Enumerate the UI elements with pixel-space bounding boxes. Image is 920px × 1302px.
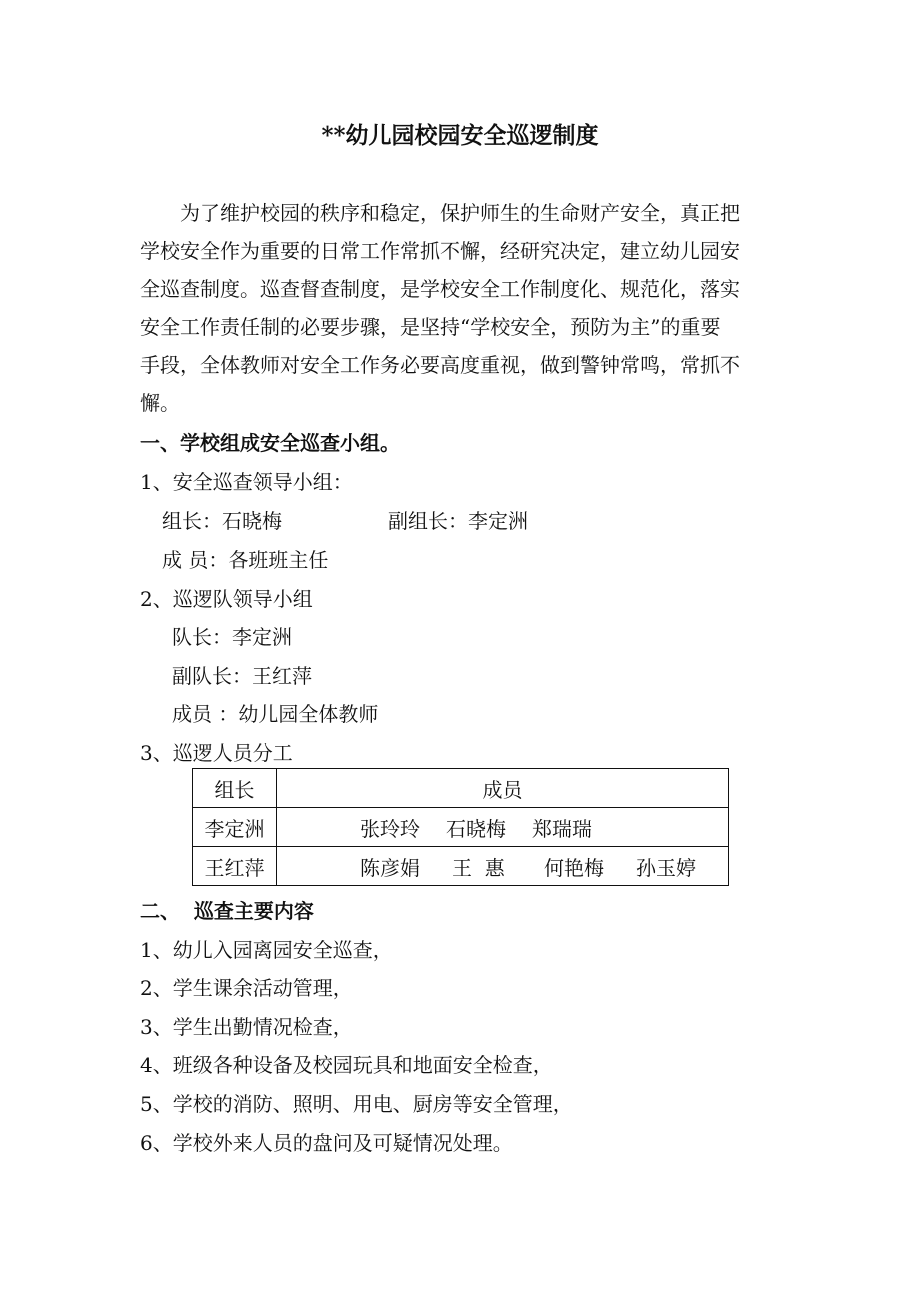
- list-item: 4、班级各种设备及校园玩具和地面安全检查，: [140, 1053, 553, 1077]
- team-members-line: 成员 ：幼儿园全体教师: [172, 702, 379, 726]
- table-cell-members: [277, 847, 729, 886]
- list-item: 5、学校的消防、照明、用电、厨房等安全管理，: [140, 1092, 573, 1116]
- member-name: 石晓梅: [446, 816, 506, 841]
- table-header-row: [193, 769, 729, 808]
- captain-line: 队长：李定洲: [172, 625, 292, 649]
- table-cell-leader: 李定洲: [193, 808, 277, 847]
- leader-line: 组长：石晓梅: [162, 509, 282, 533]
- table-header: 成员: [277, 769, 729, 808]
- intro-line: 懈。: [140, 391, 180, 415]
- intro-line: 为了维护校园的秩序和稳定，保护师生的生命财产安全，真正把: [180, 201, 740, 225]
- member-name: 张玲玲: [360, 816, 420, 841]
- vice-captain-line: 副队长：王红萍: [172, 664, 312, 688]
- member-name: 王 惠: [452, 855, 505, 880]
- table-cell-leader: 王红萍: [193, 847, 277, 886]
- table-row: [193, 808, 729, 847]
- deputy-leader-line: 副组长：李定洲: [388, 509, 528, 533]
- list-item: 3、学生出勤情况检查，: [140, 1015, 353, 1039]
- intro-line: 全巡查制度。巡查督查制度，是学校安全工作制度化、规范化，落实: [140, 277, 740, 301]
- list-item: 3、巡逻人员分工: [140, 741, 293, 765]
- member-name: 郑瑞瑞: [532, 816, 592, 841]
- list-item: 2、巡逻队领导小组: [140, 587, 313, 611]
- table-row: [193, 847, 729, 886]
- member-name: 孙玉婷: [636, 855, 696, 880]
- intro-line: 安全工作责任制的必要步骤，是坚持“学校安全，预防为主”的重要: [140, 315, 721, 339]
- section-heading: 一、学校组成安全巡查小组。: [140, 431, 400, 455]
- page-title: **幼儿园校园安全巡逻制度: [321, 122, 599, 149]
- list-item: 1、安全巡查领导小组：: [140, 470, 353, 494]
- table-header: 组长: [193, 769, 277, 808]
- member-name: 何艳梅: [544, 855, 604, 880]
- list-item: 1、幼儿入园离园安全巡查，: [140, 938, 393, 962]
- intro-line: 手段，全体教师对安全工作务必要高度重视，做到警钟常鸣，常抓不: [140, 353, 740, 377]
- patrol-assignment-table: [192, 768, 729, 886]
- intro-line: 学校安全作为重要的日常工作常抓不懈，经研究决定，建立幼儿园安: [140, 239, 740, 263]
- list-item: 6、学校外来人员的盘问及可疑情况处理。: [140, 1131, 513, 1155]
- section-heading: 二、 巡查主要内容: [140, 899, 314, 923]
- list-item: 2、学生课余活动管理，: [140, 976, 353, 1000]
- member-name: 陈彦娟: [360, 855, 420, 880]
- members-line: 成 员：各班班主任: [162, 548, 329, 572]
- table-cell-members: [277, 808, 729, 847]
